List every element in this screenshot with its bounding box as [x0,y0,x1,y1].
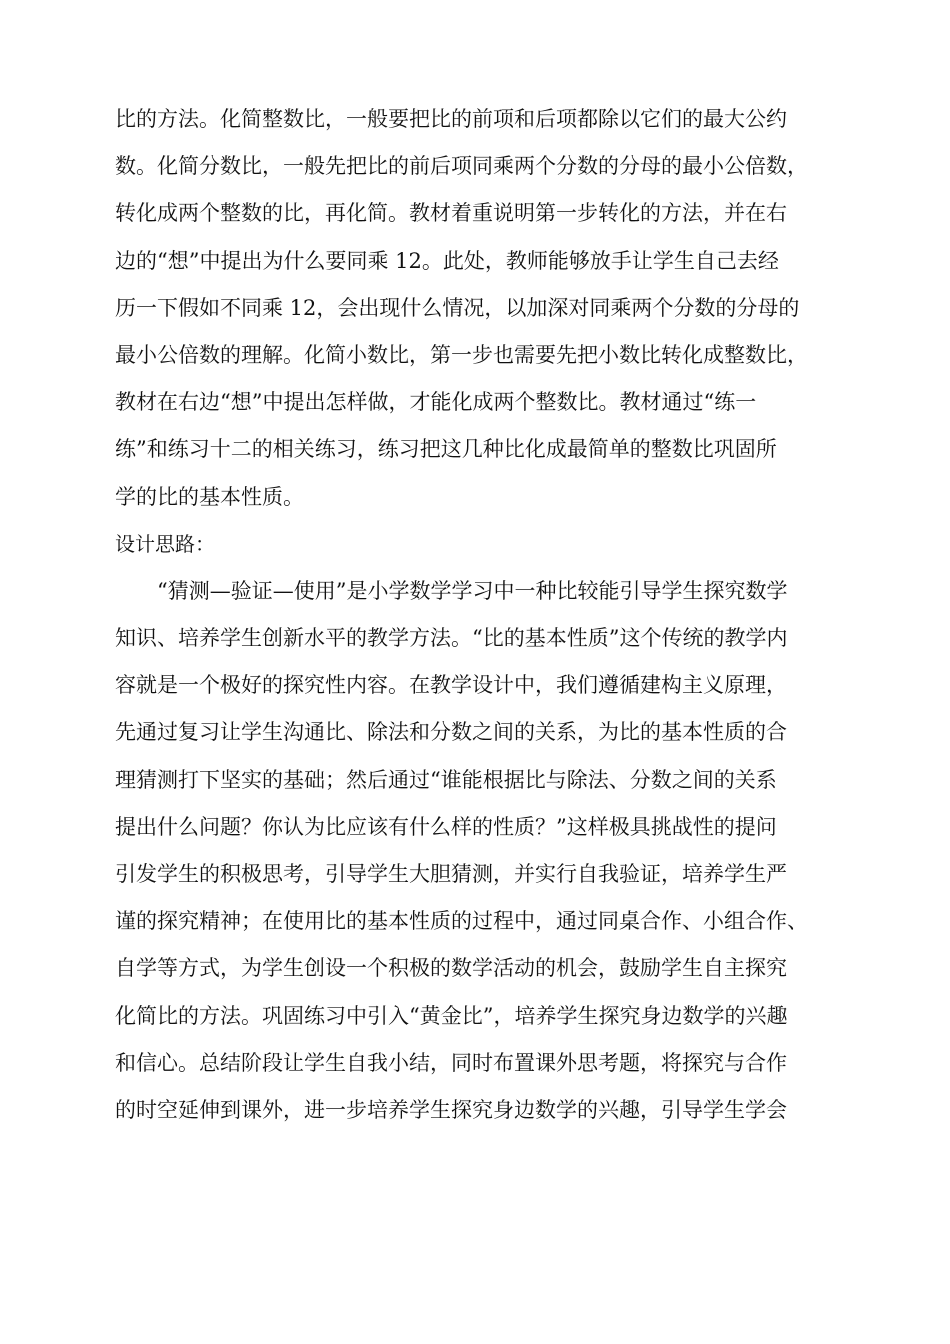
text-line: 自学等方式，为学生创设一个积极的数学活动的机会，鼓励学生自主探究 [115,956,787,981]
document-body [115,96,845,1134]
text-line: 理猜测打下坚实的基础；然后通过“谁能根据比与除法、分数之间的关系 [115,767,777,792]
section-heading: 设计思路： [115,531,215,556]
text-line: 化简比的方法。巩固练习中引入“黄金比”，培养学生探究身边数学的兴趣 [115,1003,788,1028]
text-line: 练”和练习十二的相关练习，练习把这几种比化成最简单的整数比巩固所 [115,437,777,462]
text-line: 提出什么问题？你认为比应该有什么样的性质？”这样极具挑战性的提问 [115,814,777,839]
text-line: 知识、培养学生创新水平的教学方法。“比的基本性质”这个传统的教学内 [115,626,788,651]
paragraph-textbook-analysis [115,96,845,521]
paragraph-design-rationale [115,568,845,1134]
text-line: 教材在右边“想”中提出怎样做，才能化成两个整数比。教材通过“练一 [115,390,757,415]
text-line: 最小公倍数的理解。化简小数比，第一步也需要先把小数比转化成整数比， [115,342,808,367]
text-line: 学的比的基本性质。 [115,484,304,509]
text-line: 的时空延伸到课外，进一步培养学生探究身边数学的兴趣，引导学生学会 [115,1097,787,1122]
text-line: 历一下假如不同乘 12，会出现什么情况，以加深对同乘两个分数的分母的 [115,295,800,320]
text-line: 先通过复习让学生沟通比、除法和分数之间的关系，为比的基本性质的合 [115,720,787,745]
text-line: 和信心。总结阶段让学生自我小结，同时布置课外思考题，将探究与合作 [115,1050,787,1075]
text-line: 比的方法。化简整数比，一般要把比的前项和后项都除以它们的最大公约 [115,107,787,131]
text-line: 容就是一个极好的探究性内容。在教学设计中，我们遵循建构主义原理， [115,673,787,698]
text-line: “猜测—验证—使用”是小学数学学习中一种比较能引导学生探究数学 [157,578,788,603]
text-line: 数。化简分数比，一般先把比的前后项同乘两个分数的分母的最小公倍数， [115,154,808,179]
text-line: 引发学生的积极思考，引导学生大胆猜测，并实行自我验证，培养学生严 [115,862,787,886]
text-line: 边的“想”中提出为什么要同乘 12。此处，教师能够放手让学生自己去经 [115,248,779,273]
text-line: 转化成两个整数的比，再化简。教材着重说明第一步转化的方法，并在右 [115,201,787,226]
text-line: 谨的探究精神；在使用比的基本性质的过程中，通过同桌合作、小组合作、 [115,909,808,934]
